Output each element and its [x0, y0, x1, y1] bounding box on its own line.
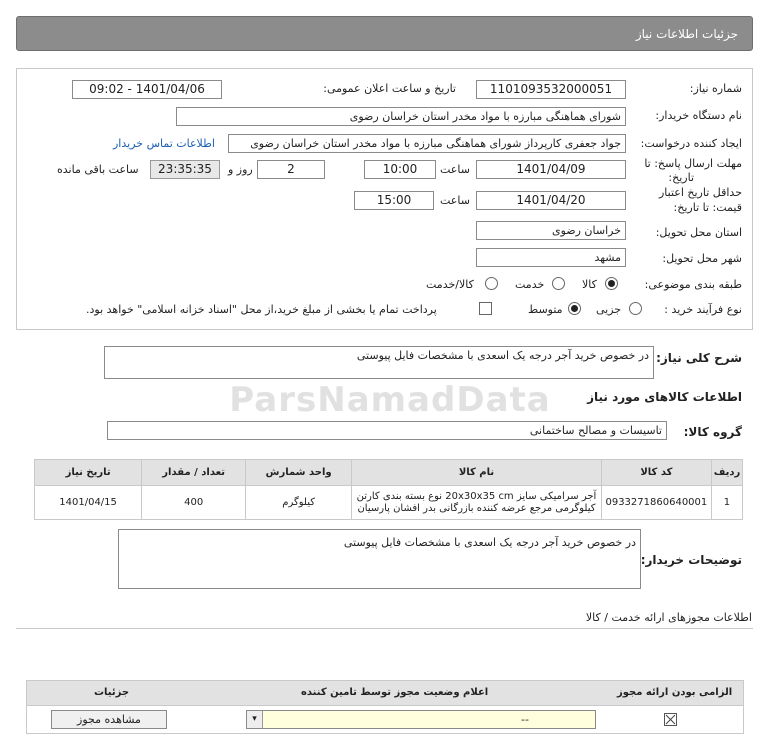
category-radio-goods[interactable] — [605, 277, 618, 290]
required-checkbox[interactable] — [664, 713, 677, 726]
validity-time-label: ساعت — [440, 194, 470, 207]
cell-name-line1: آجر سرامیکی سایز 20x30x35 cm نوع بسته بندی کارتن — [356, 490, 597, 502]
process-radio-partial[interactable] — [629, 302, 642, 315]
buyer-contact-link[interactable]: اطلاعات تماس خریدار — [113, 137, 215, 150]
dropdown-arrow-icon: ▾ — [247, 711, 263, 728]
remaining-time-field: 23:35:35 — [150, 160, 220, 179]
deadline-date-field: 1401/04/09 — [476, 160, 626, 179]
summary-field: در خصوص خرید آجر درجه یک اسعدی با مشخصات فایل پیوستی — [104, 346, 654, 379]
buyer-notes-label: توضیحات خریدار: — [640, 553, 742, 567]
permit-status-value: -- — [521, 713, 529, 726]
goods-table-wrap — [34, 459, 743, 520]
treasury-checkbox[interactable] — [479, 302, 492, 315]
col-qty: تعداد / مقدار — [142, 460, 246, 486]
permit-status-select[interactable] — [246, 710, 596, 729]
requester-field: جواد جعفری کارپرداز شورای هماهنگی مبارزه با مواد مخدر استان خراسان رضوی — [228, 134, 626, 153]
permits-col-details: جزئیات — [94, 687, 130, 698]
goods-table — [34, 459, 743, 520]
col-unit: واحد شمارش — [246, 460, 352, 486]
category-option-both: کالا/خدمت — [426, 278, 474, 291]
goods-section-title: اطلاعات کالاهای مورد نیاز — [587, 390, 742, 404]
category-radio-service[interactable] — [552, 277, 565, 290]
watermark-logo: ParsNamadData — [229, 380, 551, 420]
process-option-partial: جزیی — [596, 303, 622, 316]
col-code: کد کالا — [601, 460, 711, 486]
remaining-label: ساعت باقی مانده — [57, 163, 139, 176]
col-row: ردیف — [711, 460, 742, 486]
buyer-notes-field: در خصوص خرید آجر درجه یک اسعدی با مشخصات فایل پیوستی — [118, 529, 641, 589]
deadline-label: مهلت ارسال پاسخ: تا — [644, 157, 742, 170]
view-permit-button[interactable]: مشاهده مجوز — [51, 710, 167, 729]
goods-group-field: تاسیسات و مصالح ساختمانی — [107, 421, 667, 440]
cell-name — [352, 486, 602, 520]
cell-date: 1401/04/15 — [35, 486, 142, 520]
announce-label: تاریخ و ساعت اعلان عمومی: — [323, 82, 456, 95]
col-name: نام کالا — [352, 460, 602, 486]
province-label: استان محل تحویل: — [655, 226, 742, 239]
city-field: مشهد — [476, 248, 626, 267]
summary-label: شرح کلی نیاز: — [656, 351, 742, 365]
announce-field: 1401/04/06 - 09:02 — [72, 80, 222, 99]
need-number-label: شماره نیاز: — [689, 82, 742, 95]
category-radio-both[interactable] — [485, 277, 498, 290]
cell-row: 1 — [711, 486, 742, 520]
days-label: روز و — [228, 163, 253, 176]
x-mark-icon — [665, 714, 676, 725]
buyer-org-field: شورای هماهنگی مبارزه با مواد مخدر استان خراسان رضوی — [176, 107, 626, 126]
permits-col-status: اعلام وضعیت مجوز توسط تامین کننده — [301, 687, 489, 698]
treasury-note: پرداخت تمام یا بخشی از مبلغ خرید،از محل "اسناد خزانه اسلامی" خواهد بود. — [86, 303, 437, 316]
validity-time-field: 15:00 — [354, 191, 434, 210]
cell-unit: کیلوگرم — [246, 486, 352, 520]
category-label: طبقه بندی موضوعی: — [644, 278, 742, 291]
category-option-goods: کالا — [582, 278, 597, 291]
process-option-medium: متوسط — [528, 303, 563, 316]
validity-label: حداقل تاریخ اعتبار — [658, 186, 742, 199]
need-number-field: 1101093532000051 — [476, 80, 626, 99]
deadline-label-date: تاریخ: — [668, 171, 694, 184]
buyer-org-label: نام دستگاه خریدار: — [655, 109, 742, 122]
validity-date-field: 1401/04/20 — [476, 191, 626, 210]
category-option-service: خدمت — [515, 278, 545, 291]
page-title: جزئیات اطلاعات نیاز — [16, 16, 753, 51]
validity-label-date: قیمت: تا تاریخ: — [673, 201, 742, 214]
city-label: شهر محل تحویل: — [662, 252, 742, 265]
days-field: 2 — [257, 160, 325, 179]
requester-label: ایجاد کننده درخواست: — [640, 137, 742, 150]
goods-group-label: گروه کالا: — [683, 425, 742, 439]
col-date: تاریخ نیاز — [35, 460, 142, 486]
table-row — [35, 486, 743, 520]
permits-divider — [16, 628, 753, 629]
cell-qty: 400 — [142, 486, 246, 520]
deadline-time-field: 10:00 — [364, 160, 436, 179]
process-radio-medium[interactable] — [568, 302, 581, 315]
cell-name-line2: کیلوگرمی مرجع عرضه کننده بازرگانی بدر افشان پارسیان — [357, 502, 596, 514]
cell-code: 0933271860640001 — [601, 486, 711, 520]
process-label: نوع فرآیند خرید : — [664, 303, 742, 316]
permits-col-required: الزامی بودن ارائه مجوز — [617, 687, 733, 698]
deadline-time-label: ساعت — [440, 163, 470, 176]
permits-section-title: اطلاعات مجوزهای ارائه خدمت / کالا — [585, 611, 752, 624]
province-field: خراسان رضوی — [476, 221, 626, 240]
